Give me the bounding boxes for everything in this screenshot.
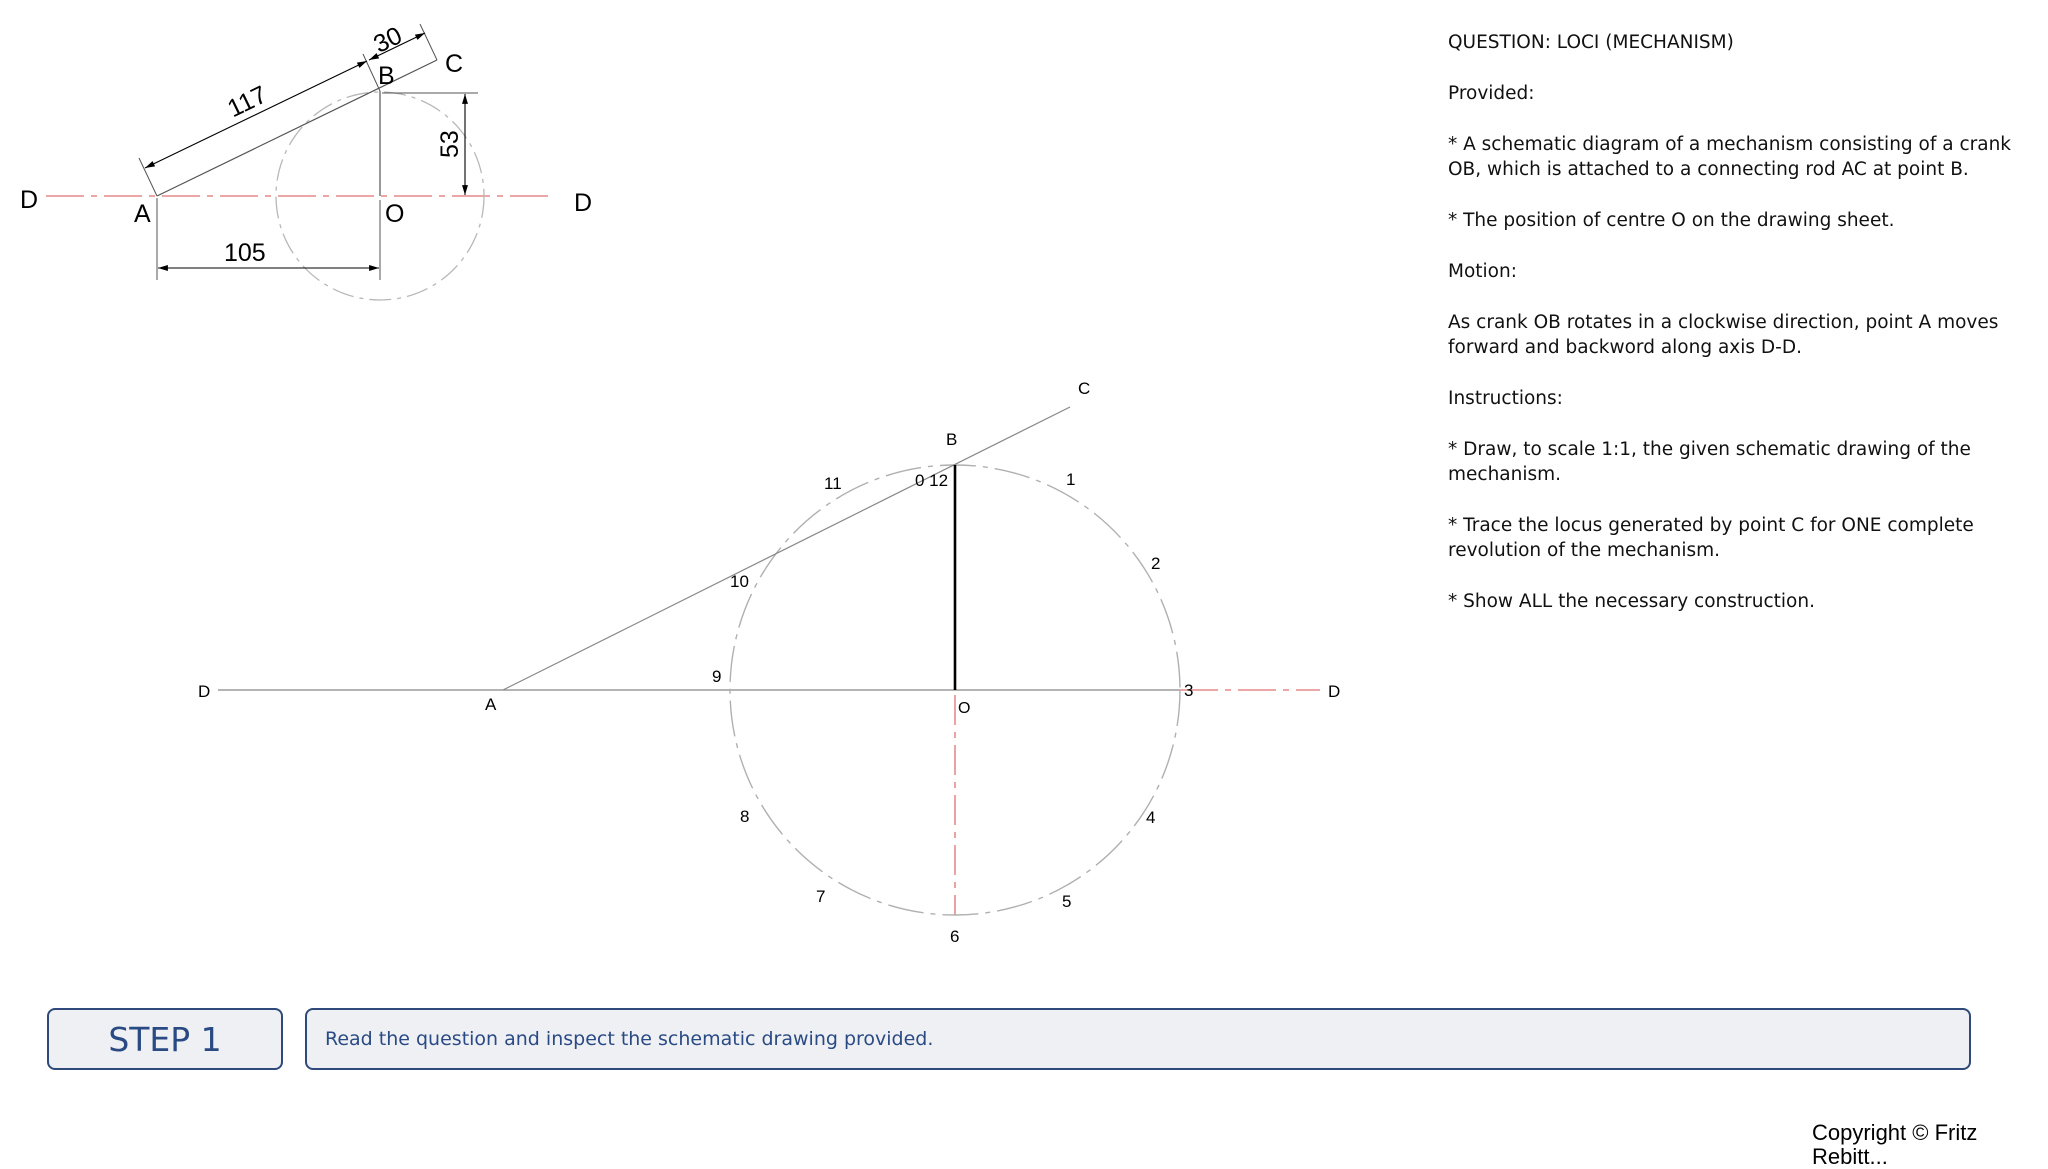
division-label: 6 (950, 927, 960, 946)
motion-text: As crank OB rotates in a clockwise direction, point A moves forward and backword along axis D-D. (1448, 312, 1999, 358)
division-label: 0 12 (915, 471, 949, 490)
schematic-dim-105-text: 105 (224, 239, 266, 267)
instructions-heading: Instructions: (1448, 388, 1563, 409)
division-label: 1 (1066, 470, 1076, 489)
division-label: 10 (730, 572, 749, 591)
schematic-label-d-right: D (574, 189, 593, 217)
schematic-dim-30-ext-c (420, 24, 437, 60)
division-label: 11 (824, 474, 842, 493)
construction-diagram (198, 379, 1340, 946)
schematic-label-c: C (445, 50, 464, 78)
division-label: 4 (1146, 808, 1156, 827)
construction-label-b: B (946, 430, 958, 449)
construction-label-c: C (1078, 379, 1091, 398)
schematic-label-d-left: D (20, 186, 39, 214)
schematic-label-a: A (134, 200, 151, 228)
question-panel (1448, 30, 2028, 640)
schematic-diagram (20, 21, 592, 300)
schematic-dim-117-text: 117 (223, 80, 272, 124)
motion-heading: Motion: (1448, 261, 1517, 282)
schematic-dim-30-text: 30 (369, 21, 407, 59)
provided-item-2: * The position of centre O on the drawing sheet. (1448, 210, 1895, 231)
division-label: 9 (712, 667, 722, 686)
construction-rod-ac (503, 407, 1070, 690)
instruction-item-3: * Show ALL the necessary construction. (1448, 591, 1815, 612)
provided-item-1: * A schematic diagram of a mechanism consisting of a crank OB, which is attached to a connecting rod AC at point B. (1448, 134, 2012, 180)
step-description-box (305, 1008, 1971, 1070)
provided-heading: Provided: (1448, 83, 1535, 104)
instruction-item-2: * Trace the locus generated by point C for ONE complete revolution of the mechanism. (1448, 515, 1974, 561)
schematic-dim-117-line (145, 61, 367, 168)
construction-label-o: O (958, 700, 971, 717)
division-label: 7 (816, 887, 826, 906)
division-label: 8 (740, 807, 750, 826)
step-label: STEP 1 (108, 1019, 222, 1059)
schematic-label-o: O (385, 200, 405, 228)
division-label: 3 (1184, 681, 1194, 700)
step-label-box (47, 1008, 283, 1070)
instruction-item-1: * Draw, to scale 1:1, the given schematic drawing of the mechanism. (1448, 439, 1971, 485)
copyright-text-cut: Rebitt... (1812, 1144, 1888, 1169)
question-title: QUESTION: LOCI (MECHANISM) (1448, 32, 1734, 53)
schematic-rod-ac (157, 60, 437, 196)
construction-label-d-right: D (1328, 682, 1341, 701)
schematic-dim-53-text: 53 (436, 130, 464, 158)
schematic-label-b: B (378, 62, 395, 90)
step-description: Read the question and inspect the schematic drawing provided. (325, 1028, 934, 1050)
division-label: 5 (1062, 892, 1072, 911)
copyright-text: Copyright © Fritz (1812, 1120, 1978, 1145)
construction-label-d-left: D (198, 682, 211, 701)
construction-label-a: A (485, 695, 497, 714)
division-label: 2 (1151, 554, 1161, 573)
